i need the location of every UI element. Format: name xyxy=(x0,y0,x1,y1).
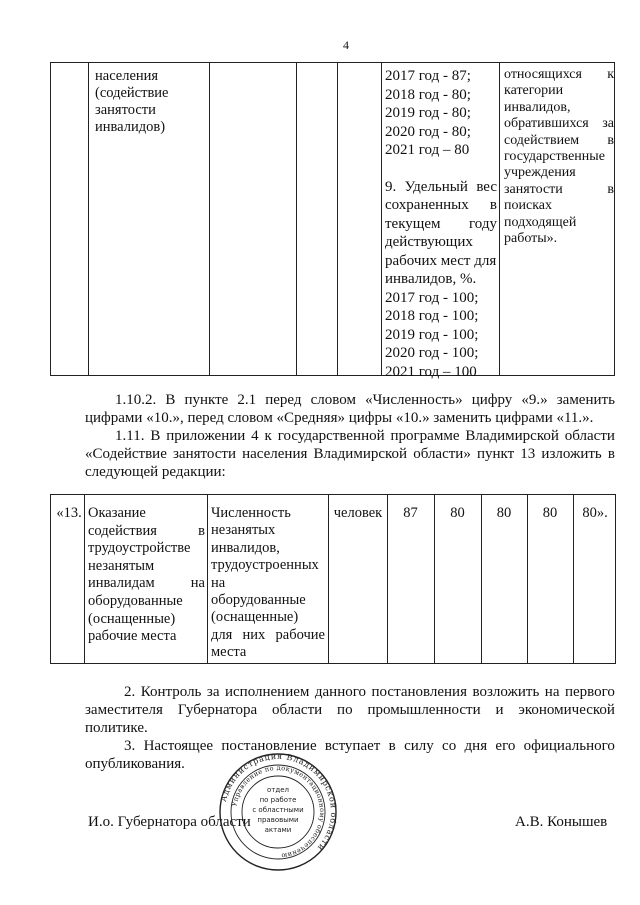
table1-values xyxy=(385,67,497,381)
word: постановления xyxy=(371,684,467,700)
word: вес xyxy=(476,178,497,195)
word: относящихся xyxy=(504,67,582,82)
word: инвалидов, %. xyxy=(385,271,477,287)
word: Контроль xyxy=(140,684,202,700)
word: данного xyxy=(314,684,367,700)
value-line: 2020 год - 100; xyxy=(385,345,479,361)
word: на xyxy=(190,575,205,592)
measure-line xyxy=(88,523,205,541)
description-line xyxy=(504,231,614,247)
value-line: 2019 год - 100; xyxy=(385,326,479,343)
word: на xyxy=(544,684,560,700)
word: постановление xyxy=(221,738,317,754)
word: подходящей xyxy=(504,214,577,230)
word: них xyxy=(242,626,266,643)
value-2019: 80 xyxy=(496,505,512,521)
row-number: «13. xyxy=(56,505,82,521)
para-3-line2: опубликования. xyxy=(85,756,185,772)
para-1-10-2-line1 xyxy=(115,392,615,409)
word: году xyxy=(469,215,497,232)
word: государственные xyxy=(504,149,605,165)
word: (оснащенные) xyxy=(88,610,176,627)
stamp-inner-line: с областными xyxy=(252,806,304,814)
para-3-line1 xyxy=(124,738,615,755)
word: оборудованные xyxy=(211,592,306,609)
measure-name xyxy=(88,505,205,646)
word: приложении xyxy=(166,428,246,444)
word: и xyxy=(495,702,504,718)
word: «Численность» xyxy=(365,392,463,408)
indicator-line xyxy=(211,505,325,522)
word: к xyxy=(607,67,614,82)
word: силу xyxy=(404,738,434,754)
indicator-9-line xyxy=(385,252,497,271)
para-2-line3: политике. xyxy=(85,720,148,736)
word: оборудованные xyxy=(88,592,183,609)
word: Численность xyxy=(211,505,291,521)
value-line: 2017 год - 87; xyxy=(385,68,471,84)
para-2-line1 xyxy=(124,684,615,701)
indicator-line xyxy=(211,644,325,661)
word: возложить xyxy=(472,684,540,700)
word: содействием xyxy=(504,132,580,148)
word: Настоящее xyxy=(143,738,214,754)
word: цифру xyxy=(471,392,513,408)
word: изложить xyxy=(541,446,602,462)
description-line xyxy=(504,67,614,83)
value-line: 2021 год – 80 xyxy=(385,142,470,158)
value-line: 2018 год - 80; xyxy=(385,86,471,103)
word: области» xyxy=(413,446,471,462)
value-line: 2020 год - 80; xyxy=(385,123,471,140)
measure-line xyxy=(88,540,205,558)
word: к xyxy=(264,428,272,444)
word: места xyxy=(211,644,247,661)
word: 1.10.2. xyxy=(115,392,157,408)
word: Удельный xyxy=(404,178,468,195)
stamp-inner-line: отдел xyxy=(267,786,289,794)
word: инвалидов, xyxy=(211,539,280,556)
word: его xyxy=(495,738,516,754)
indicator-9-line xyxy=(385,178,497,197)
word: сохраненных xyxy=(385,197,469,213)
value-2018: 80 xyxy=(450,505,465,521)
word: рабочих мест для xyxy=(385,252,497,269)
word: действующих xyxy=(385,234,473,250)
measure-line xyxy=(88,611,205,629)
para-1-11-line2 xyxy=(85,446,615,463)
word: в xyxy=(607,446,615,462)
measure-line xyxy=(88,593,205,611)
word: работы». xyxy=(504,231,558,247)
word: в xyxy=(489,197,497,213)
description-line xyxy=(504,100,614,116)
para-1-10-2-line2: цифрами «10.», перед словом «Средняя» цифры «10.» заменить цифрами «11.». xyxy=(85,410,594,426)
svg-text:Управление по документационном: Управление по документационному обеспечению xyxy=(230,763,327,860)
continuation-table xyxy=(50,62,615,380)
word: словом xyxy=(310,392,356,408)
indicator-9-line xyxy=(385,270,497,289)
word: инвалидам xyxy=(88,575,155,592)
word: (оснащенные) xyxy=(211,609,299,626)
word: занятости xyxy=(173,446,236,462)
para-1-11-line1 xyxy=(115,428,615,445)
word: заместителя xyxy=(85,702,163,718)
word: Губернатора xyxy=(177,702,258,718)
description-line xyxy=(504,182,614,198)
indicator-line xyxy=(211,540,325,557)
word: текущем xyxy=(385,215,441,232)
word: занятости xyxy=(504,181,563,197)
word: поисках xyxy=(504,198,553,214)
word: категории xyxy=(504,83,564,99)
table1-col1 xyxy=(95,68,205,136)
para-2-line2 xyxy=(85,702,615,719)
signature-position: И.о. Губернатора области xyxy=(88,814,251,830)
word: инвалидов, xyxy=(504,99,571,115)
measure-line xyxy=(88,575,205,593)
word: обратившихся xyxy=(504,116,589,132)
word: населения xyxy=(242,446,308,462)
indicator-line xyxy=(211,557,325,574)
indicator-line xyxy=(211,522,325,539)
word: рабочие xyxy=(275,626,325,643)
description-line xyxy=(504,133,614,149)
word: пункт xyxy=(476,446,515,462)
stamp-inner-line: актами xyxy=(264,826,292,834)
word: в xyxy=(607,181,614,197)
description-line xyxy=(504,116,614,132)
word: «9.» xyxy=(521,392,548,408)
indicator-line xyxy=(211,575,325,592)
value-2017: 87 xyxy=(403,505,418,521)
indicator-line xyxy=(211,609,325,626)
word: со xyxy=(442,738,457,754)
para-1-11-line3: следующей редакции: xyxy=(85,464,226,480)
word: 13 xyxy=(520,446,536,462)
word: «Содействие xyxy=(85,446,167,462)
col1-line: инвалидов) xyxy=(95,119,166,135)
indicator-name xyxy=(211,505,325,662)
measure-line xyxy=(88,558,205,576)
indicator-9-line xyxy=(385,196,497,215)
measure-line xyxy=(88,505,205,523)
table1-description xyxy=(504,67,614,247)
word: официального xyxy=(523,738,615,754)
word: заменить xyxy=(556,392,615,408)
word: для xyxy=(211,626,233,643)
word: программе xyxy=(390,428,460,444)
word: 2.1 xyxy=(237,392,257,408)
word: дня xyxy=(464,738,488,754)
word: в xyxy=(388,738,396,754)
word: Владимирской xyxy=(465,428,559,444)
word: 4 xyxy=(251,428,259,444)
value-line: 2021 год – 100 xyxy=(385,363,477,380)
unit-cell: человек xyxy=(333,505,383,521)
word: 1.11. xyxy=(115,428,145,444)
word: по xyxy=(337,702,353,718)
word: экономической xyxy=(518,702,615,718)
word: трудоустройстве xyxy=(88,540,191,557)
stamp-inner-line: правовыми xyxy=(257,816,299,824)
word: 9. xyxy=(385,178,397,195)
indicator-line xyxy=(211,592,325,609)
value-line: 2017 год - 100; xyxy=(385,289,479,306)
word: 2. xyxy=(124,684,136,700)
description-line xyxy=(504,149,614,165)
word: В xyxy=(165,392,176,408)
word: государственной xyxy=(277,428,385,444)
word: за xyxy=(206,684,220,700)
replacement-table xyxy=(50,494,616,664)
indicator-9-line xyxy=(385,233,497,252)
word: первого xyxy=(564,684,615,700)
word: пункте xyxy=(184,392,229,408)
word: Владимирской xyxy=(313,446,408,462)
description-line xyxy=(504,83,614,99)
word: трудоустроенных xyxy=(211,557,319,574)
word: за xyxy=(602,116,614,132)
word: в xyxy=(198,522,205,539)
word: В xyxy=(150,428,161,444)
word: исполнением xyxy=(225,684,310,700)
word: промышленности xyxy=(367,702,481,718)
description-line xyxy=(504,198,614,214)
indicator-9-line xyxy=(385,215,497,234)
word: 3. xyxy=(124,738,136,754)
word: области xyxy=(272,702,323,718)
word: учреждения xyxy=(504,165,576,181)
word: рабочие места xyxy=(88,628,177,645)
stamp-inner-line: по работе xyxy=(259,796,297,804)
word: вступает xyxy=(324,738,381,754)
description-line xyxy=(504,215,614,231)
word: Оказание xyxy=(88,505,146,521)
signature-name: А.В. Конышев xyxy=(515,814,608,830)
page-number: 4 xyxy=(343,38,349,52)
indicator-line xyxy=(211,627,325,644)
word: области xyxy=(564,428,615,444)
word: в xyxy=(607,132,614,148)
word: содействия xyxy=(88,522,157,539)
value-line: 2018 год - 100; xyxy=(385,308,479,324)
col1-line: занятости xyxy=(95,102,156,118)
col1-line: (содействие xyxy=(95,85,169,101)
official-stamp xyxy=(218,752,338,872)
value-line: 2019 год - 80; xyxy=(385,105,471,121)
value-2020: 80 xyxy=(542,505,558,521)
indicator-9-text xyxy=(385,178,497,289)
description-line xyxy=(504,165,614,181)
col1-line: населения xyxy=(95,68,159,84)
word: незанятым xyxy=(88,557,155,574)
value-2021: 80». xyxy=(582,505,608,521)
word: незанятых xyxy=(211,522,276,539)
svg-text:Администрация Владимирской обл: Администрация Владимирской области xyxy=(219,752,338,853)
measure-line xyxy=(88,628,205,646)
word: на xyxy=(211,574,226,591)
word: перед xyxy=(265,392,302,408)
